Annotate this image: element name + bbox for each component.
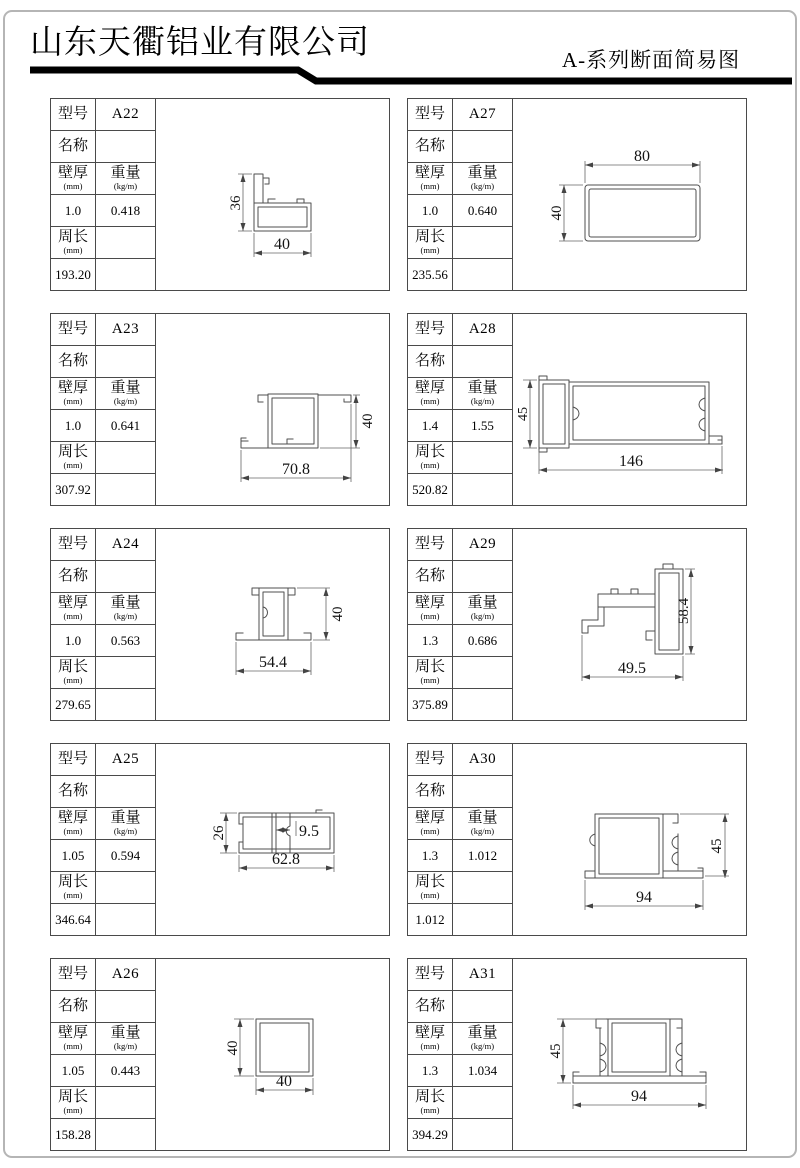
company-title: 山东天衢铝业有限公司 <box>30 25 370 61</box>
weight-label: 重量 <box>467 1024 498 1041</box>
model-value: A31 <box>468 965 497 982</box>
perimeter-label: 周长 <box>414 228 445 245</box>
table-row-perimeter-label <box>51 227 155 259</box>
section-drawing-a25 <box>156 744 389 935</box>
model-label: 型号 <box>414 105 445 122</box>
weight-value: 0.594 <box>110 847 141 863</box>
weight-value: 0.418 <box>110 202 141 218</box>
model-value: A29 <box>468 535 497 552</box>
dim-width: 40 <box>276 1073 292 1090</box>
table-row-units <box>51 163 155 195</box>
spec-table: 型号 A24 名称 壁厚 (mm) 重量 (kg/m) 1.0 0.563 周长 (mm) 279.65 <box>51 529 156 720</box>
dim-height: 40 <box>549 205 565 221</box>
weight-value: 0.686 <box>467 632 498 648</box>
name-label: 名称 <box>414 997 445 1014</box>
weight-label: 重量 <box>467 809 498 826</box>
dim-width: 146 <box>619 453 643 470</box>
perimeter-value: 375.89 <box>412 696 448 712</box>
profile-cell-a28 <box>407 313 747 506</box>
profile-cell-a23 <box>50 313 390 506</box>
weight-value: 1.034 <box>467 1062 498 1078</box>
model-label: 型号 <box>414 965 445 982</box>
thickness-label: 壁厚 <box>414 594 445 611</box>
name-label: 名称 <box>57 137 88 154</box>
thickness-label: 壁厚 <box>414 1024 445 1041</box>
model-value: A28 <box>468 320 497 337</box>
thickness-value: 1.0 <box>64 417 82 433</box>
thickness-label: 壁厚 <box>57 1024 88 1041</box>
thickness-value: 1.3 <box>421 632 439 648</box>
spec-table: 型号 A28 名称 壁厚 (mm) 重量 (kg/m) 1.4 1.55 周长 (mm) 520.82 <box>408 314 513 505</box>
dim-inner: 9.5 <box>299 823 319 840</box>
section-drawing-a24 <box>156 529 389 720</box>
thickness-unit: (mm) <box>63 181 83 192</box>
perimeter-value: 1.012 <box>415 911 445 927</box>
dim-height: 26 <box>211 825 227 841</box>
section-drawing-a22 <box>156 99 389 290</box>
perimeter-value: 193.20 <box>55 266 91 282</box>
profile-cell-a30 <box>407 743 747 936</box>
spec-table: 型号 A27 名称 壁厚 (mm) 重量 (kg/m) 1.0 0.640 周长 (mm) 235.56 <box>408 99 513 290</box>
name-label: 名称 <box>414 567 445 584</box>
weight-label: 重量 <box>110 809 141 826</box>
profile-cell-a31 <box>407 958 747 1151</box>
name-label: 名称 <box>414 782 445 799</box>
thickness-label: 壁厚 <box>57 809 88 826</box>
series-title: A-系列断面简易图 <box>562 48 741 72</box>
model-label: 型号 <box>57 320 88 337</box>
dim-height: 40 <box>225 1040 241 1056</box>
perimeter-value: 307.92 <box>55 481 91 497</box>
model-label: 型号 <box>57 750 88 767</box>
dim-width: 94 <box>636 889 652 906</box>
weight-label: 重量 <box>467 164 498 181</box>
dim-height: 45 <box>516 407 531 421</box>
weight-unit: (kg/m) <box>113 181 138 192</box>
profile-cell-a26 <box>50 958 390 1151</box>
thickness-value: 1.3 <box>421 1062 439 1078</box>
thickness-value: 1.0 <box>64 632 82 648</box>
perimeter-label: 周长 <box>414 1088 445 1105</box>
weight-value: 0.641 <box>110 417 141 433</box>
model-value: A23 <box>111 320 140 337</box>
thickness-label: 壁厚 <box>414 379 445 396</box>
header-rule <box>0 0 800 95</box>
model-value: A27 <box>468 105 497 122</box>
thickness-label: 壁厚 <box>57 379 88 396</box>
perimeter-label: 周长 <box>57 228 88 245</box>
model-label: 型号 <box>414 535 445 552</box>
weight-label: 重量 <box>110 379 141 396</box>
section-drawing-a26 <box>156 959 389 1150</box>
section-drawing-a31 <box>513 959 746 1150</box>
weight-value: 0.443 <box>110 1062 141 1078</box>
perimeter-label: 周长 <box>414 443 445 460</box>
model-label: 型号 <box>57 965 88 982</box>
profile-cell-a29 <box>407 528 747 721</box>
weight-value: 0.640 <box>467 202 498 218</box>
model-label: 型号 <box>414 320 445 337</box>
perimeter-unit: (mm) <box>63 245 83 256</box>
name-label: 名称 <box>414 137 445 154</box>
perimeter-label: 周长 <box>414 873 445 890</box>
perimeter-label: 周长 <box>57 1088 88 1105</box>
name-label: 名称 <box>57 782 88 799</box>
dim-height: 58.4 <box>676 597 692 625</box>
name-label: 名称 <box>57 997 88 1014</box>
model-value: A30 <box>468 750 497 767</box>
weight-label: 重量 <box>467 594 498 611</box>
thickness-value: 1.05 <box>61 847 85 863</box>
name-label: 名称 <box>57 352 88 369</box>
thickness-label: 壁厚 <box>57 594 88 611</box>
thickness-value: 1.0 <box>64 202 82 218</box>
section-drawing-a30 <box>513 744 746 935</box>
spec-table: 型号 A26 名称 壁厚 (mm) 重量 (kg/m) 1.05 0.443 周长 (mm) 158.28 <box>51 959 156 1150</box>
model-value: A25 <box>111 750 140 767</box>
thickness-value: 1.3 <box>421 847 439 863</box>
weight-value: 0.563 <box>110 632 141 648</box>
perimeter-value: 346.64 <box>55 911 91 927</box>
profile-cell-a22 <box>50 98 390 291</box>
weight-value: 1.012 <box>467 847 498 863</box>
dim-height: 40 <box>330 606 346 622</box>
dim-height: 40 <box>360 413 376 429</box>
thickness-value: 1.05 <box>61 1062 85 1078</box>
dim-width: 54.4 <box>259 654 287 671</box>
section-drawing-a27 <box>513 99 746 290</box>
model-value: A24 <box>111 535 140 552</box>
dim-width: 80 <box>634 148 650 165</box>
section-drawing-a28 <box>513 314 746 505</box>
table-row-values <box>51 195 155 227</box>
dim-width: 40 <box>274 236 290 253</box>
perimeter-value: 235.56 <box>412 266 448 282</box>
weight-label: 重量 <box>110 594 141 611</box>
model-value: A22 <box>111 105 140 122</box>
dim-height: 36 <box>228 195 244 211</box>
perimeter-label: 周长 <box>57 443 88 460</box>
perimeter-label: 周长 <box>57 658 88 675</box>
spec-table: 型号 A25 名称 壁厚 (mm) 重量 (kg/m) 1.05 0.594 周长 (mm) 346.64 <box>51 744 156 935</box>
dim-height: 45 <box>548 1043 564 1059</box>
table-row-perimeter-value <box>51 259 155 290</box>
model-value: A26 <box>111 965 140 982</box>
weight-label: 重量 <box>110 1024 141 1041</box>
weight-label: 重量 <box>110 164 141 181</box>
thickness-label: 壁厚 <box>57 164 88 181</box>
weight-value: 1.55 <box>471 417 494 433</box>
profile-cell-a27 <box>407 98 747 291</box>
dim-width: 62.8 <box>272 851 300 868</box>
spec-table: 型号 A23 名称 壁厚 (mm) 重量 (kg/m) 1.0 0.641 周长 (mm) 307.92 <box>51 314 156 505</box>
table-row-name <box>51 131 155 163</box>
dim-width: 49.5 <box>618 660 646 677</box>
name-label: 名称 <box>57 567 88 584</box>
model-label: 型号 <box>57 105 88 122</box>
model-label: 型号 <box>414 750 445 767</box>
perimeter-value: 520.82 <box>412 481 448 497</box>
perimeter-label: 周长 <box>414 658 445 675</box>
section-drawing-a23 <box>156 314 389 505</box>
perimeter-label: 周长 <box>57 873 88 890</box>
perimeter-value: 394.29 <box>412 1126 448 1142</box>
thickness-value: 1.4 <box>421 417 439 433</box>
spec-table: 型号 A31 名称 壁厚 (mm) 重量 (kg/m) 1.3 1.034 周长 (mm) 394.29 <box>408 959 513 1150</box>
spec-table <box>51 99 156 290</box>
thickness-label: 壁厚 <box>414 164 445 181</box>
perimeter-value: 279.65 <box>55 696 91 712</box>
thickness-value: 1.0 <box>421 202 439 218</box>
model-label: 型号 <box>57 535 88 552</box>
thickness-label: 壁厚 <box>414 809 445 826</box>
profile-cell-a25 <box>50 743 390 936</box>
dim-width: 70.8 <box>282 461 310 478</box>
spec-table: 型号 A30 名称 壁厚 (mm) 重量 (kg/m) 1.3 1.012 周长 (mm) 1.012 <box>408 744 513 935</box>
weight-label: 重量 <box>467 379 498 396</box>
table-row-model <box>51 99 155 131</box>
perimeter-value: 158.28 <box>55 1126 91 1142</box>
name-label: 名称 <box>414 352 445 369</box>
section-drawing-a29 <box>513 529 746 720</box>
dim-height: 45 <box>709 838 725 854</box>
spec-table: 型号 A29 名称 壁厚 (mm) 重量 (kg/m) 1.3 0.686 周长 (mm) 375.89 <box>408 529 513 720</box>
profile-cell-a24 <box>50 528 390 721</box>
dim-width: 94 <box>631 1088 647 1105</box>
